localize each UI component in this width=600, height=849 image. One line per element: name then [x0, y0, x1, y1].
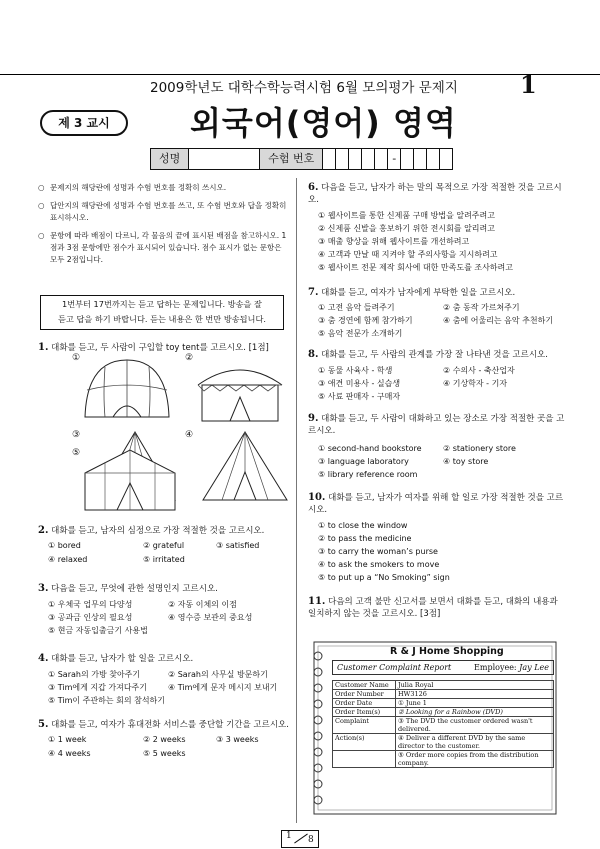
- option[interactable]: ① to close the window: [318, 521, 408, 530]
- instruction-item: ○ 답안지의 해당란에 성명과 수험 번호를 쓰고, 또 수험 번호와 답을 정확히 표시하시오.: [38, 201, 287, 222]
- options-q6: [318, 210, 563, 276]
- option[interactable]: ③ 3 weeks: [216, 735, 259, 744]
- exam-number-dash: -: [388, 149, 401, 169]
- question-4: 4. 대화를 듣고, 남자가 할 일을 고르시오.: [38, 653, 194, 664]
- option[interactable]: ⑤ 사료 판매자 - 구매자: [318, 392, 401, 401]
- option[interactable]: ⑤ 현금 자동입출금기 사용법: [48, 626, 148, 635]
- option[interactable]: ④ 기상학자 - 기자: [443, 379, 508, 388]
- question-6: 6. 다음을 듣고, 남자가 하는 말의 목적으로 가장 적절한 것을 고르시오.: [308, 182, 562, 205]
- exam-number-label: 수험 번호: [260, 149, 323, 169]
- column-divider: [296, 178, 297, 823]
- option[interactable]: ③ language laboratory: [318, 457, 409, 466]
- question-9: 9. 대화를 듣고, 두 사람이 대화하고 있는 장소로 가장 적절한 곳을 고르시오.: [308, 413, 565, 436]
- report-title-bar: Customer Complaint Report Employee: Jay Lee: [332, 660, 554, 675]
- option[interactable]: ① second-hand bookstore: [318, 444, 422, 453]
- option[interactable]: ③ satisfied: [216, 541, 260, 550]
- cabin-tent-icon: [75, 448, 185, 518]
- options-q8: [318, 365, 563, 405]
- complaint-report: [310, 638, 560, 818]
- instruction-item: ○ 문항에 따라 배점이 다르니, 각 물음의 끝에 표시된 배점을 참고하시오. 1점과 3점 문항에만 점수가 표시되어 있습니다. 점수 표시가 없는 문항은 모두 2점입니다.: [38, 231, 287, 264]
- page-indicator: 1 8: [281, 830, 319, 848]
- option-label[interactable]: ①: [72, 353, 81, 363]
- option[interactable]: ② Sarah의 사무실 방문하기: [168, 670, 268, 679]
- table-row: Order Date ① June 1: [333, 699, 554, 708]
- exam-number-cell[interactable]: [375, 149, 388, 169]
- options-q4: [48, 669, 293, 711]
- option[interactable]: ② 자동 이체의 이점: [168, 600, 237, 609]
- option[interactable]: ② 신제품 신발을 홍보하기 위한 전시회를 알리려고: [318, 224, 495, 233]
- option[interactable]: ④ relaxed: [48, 555, 88, 564]
- name-label: 성명: [151, 149, 189, 169]
- listening-notice: 1번부터 17번까지는 듣고 답하는 문제입니다. 방송을 잘 듣고 답을 하기 바랍니다. 듣는 내용은 한 번만 방송됩니다.: [40, 295, 284, 330]
- question-1: 1. 대화를 듣고, 두 사람이 구입할 toy tent를 고르시오. [1점]: [38, 342, 269, 353]
- exam-number-cell[interactable]: [401, 149, 414, 169]
- option[interactable]: ④ 영수증 보관의 중요성: [168, 613, 253, 622]
- options-q10: [318, 521, 563, 587]
- option[interactable]: ④ 4 weeks: [48, 749, 91, 758]
- option[interactable]: ⑤ irritated: [143, 555, 185, 564]
- option[interactable]: ⑤ Tim이 주관하는 회의 참석하기: [48, 696, 166, 705]
- exam-number-cell[interactable]: [349, 149, 362, 169]
- name-field[interactable]: [189, 149, 260, 169]
- option[interactable]: ③ Tim에게 지갑 가져다주기: [48, 683, 148, 692]
- option[interactable]: ⑤ 음악 전문가 소개하기: [318, 329, 403, 338]
- period-badge: 제 3 교시: [40, 110, 128, 136]
- fraction-slash: [294, 834, 308, 844]
- option[interactable]: ② to pass the medicine: [318, 534, 412, 543]
- instruction-item: ○ 문제지의 해당란에 성명과 수험 번호를 정확히 쓰시오.: [38, 183, 227, 192]
- option[interactable]: ③ 공과금 인상의 필요성: [48, 613, 133, 622]
- canopy-tent-icon: [190, 355, 290, 425]
- option[interactable]: ① 웹사이트를 통한 신제품 구매 방법을 알려주려고: [318, 211, 495, 220]
- options-q5: [48, 735, 293, 765]
- option[interactable]: ⑤ 5 weeks: [143, 749, 186, 758]
- question-7: 7. 대화를 듣고, 여자가 남자에게 부탁한 일을 고르시오.: [308, 287, 516, 298]
- table-row: Order Item(s) ② Looking for a Rainbow (DVD): [333, 708, 554, 717]
- option-label[interactable]: ④: [185, 430, 194, 440]
- table-row: Order Number HW3126: [333, 690, 554, 699]
- option[interactable]: ② grateful: [143, 541, 185, 550]
- report-company: R & J Home Shopping: [390, 646, 504, 657]
- question-5: 5. 대화를 듣고, 여자가 휴대전화 서비스를 중단할 기간을 고르시오.: [38, 719, 289, 730]
- id-box: [150, 148, 453, 170]
- option[interactable]: ① 고전 음악 들려주기: [318, 303, 395, 312]
- option[interactable]: ⑤ 웹사이트 전문 제작 회사에 대한 만족도를 조사하려고: [318, 263, 513, 272]
- option[interactable]: ④ 고객과 만날 때 지켜야 할 주의사항을 지시하려고: [318, 250, 498, 259]
- option[interactable]: ① 동물 사육사 - 학생: [318, 366, 393, 375]
- option[interactable]: ① 우체국 업무의 다양성: [48, 600, 133, 609]
- exam-title: 2009학년도 대학수학능력시험 6월 모의평가 문제지: [150, 80, 458, 96]
- option[interactable]: ④ to ask the smokers to move: [318, 560, 440, 569]
- report-table: [332, 680, 554, 768]
- option-label[interactable]: ②: [185, 353, 194, 363]
- instructions: [38, 182, 288, 272]
- option[interactable]: ③ to carry the woman’s purse: [318, 547, 438, 556]
- table-row: Complaint ③ The DVD the customer ordered wasn't delivered.: [333, 717, 554, 734]
- page-number: 1: [520, 70, 537, 99]
- option[interactable]: ① 1 week: [48, 735, 87, 744]
- table-row: ⑤ Order more copies from the distribution company.: [333, 751, 554, 768]
- option[interactable]: ② 춤 동작 가르쳐주기: [443, 303, 520, 312]
- pyramid-tent-icon: [200, 430, 290, 505]
- exam-number-cell[interactable]: [362, 149, 375, 169]
- subject-title: 외국어(영어) 영역: [190, 104, 457, 142]
- table-row: Action(s) ④ Deliver a different DVD by the same director to the customer.: [333, 734, 554, 751]
- option[interactable]: ⑤ to put up a “No Smoking” sign: [318, 573, 450, 582]
- option[interactable]: ③ 매출 향상을 위해 웹사이트를 개선하려고: [318, 237, 470, 246]
- options-q2: [48, 541, 293, 571]
- exam-number-cell[interactable]: [427, 149, 440, 169]
- option[interactable]: ④ Tim에게 문자 메시지 보내기: [168, 683, 278, 692]
- question-3: 3. 다음을 듣고, 무엇에 관한 설명인지 고르시오.: [38, 583, 218, 594]
- option[interactable]: ② 2 weeks: [143, 735, 186, 744]
- header-rule: [0, 74, 600, 75]
- option[interactable]: ① Sarah의 가방 찾아주기: [48, 670, 141, 679]
- exam-number-cell[interactable]: [414, 149, 427, 169]
- option[interactable]: ④ toy store: [443, 457, 489, 466]
- option[interactable]: ③ 애견 미용사 - 실습생: [318, 379, 401, 388]
- option-label[interactable]: ③: [72, 430, 81, 440]
- options-q9: [318, 444, 563, 484]
- option[interactable]: ⑤ library reference room: [318, 470, 418, 479]
- table-row: Customer Name Julia Royal: [333, 681, 554, 690]
- option[interactable]: ② stationery store: [443, 444, 516, 453]
- option[interactable]: ④ 춤에 어울리는 음악 추천하기: [443, 316, 554, 325]
- options-q3: [48, 599, 293, 641]
- option[interactable]: ③ 춤 경연에 함께 참가하기: [318, 316, 413, 325]
- question-2: 2. 대화를 듣고, 남자의 심정으로 가장 적절한 것을 고르시오.: [38, 525, 265, 536]
- question-11: 11. 다음의 고객 불만 신고서를 보면서 대화를 듣고, 대화의 내용과 일치하지 않는 것을 고르시오. [3점]: [308, 596, 558, 619]
- exam-number-cell[interactable]: [336, 149, 349, 169]
- exam-number-cell[interactable]: [440, 149, 452, 169]
- exam-number-cell[interactable]: [323, 149, 336, 169]
- dome-tent-icon: [75, 355, 175, 425]
- option-label[interactable]: ⑤: [72, 448, 81, 458]
- question-8: 8. 대화를 듣고, 두 사람의 관계를 가장 잘 나타낸 것을 고르시오.: [308, 349, 548, 360]
- option[interactable]: ② 수의사 - 축산업자: [443, 366, 515, 375]
- options-q7: [318, 302, 563, 342]
- option[interactable]: ① bored: [48, 541, 81, 550]
- question-10: 10. 대화를 듣고, 남자가 여자를 위해 할 일로 가장 적절한 것을 고르시오.: [308, 492, 564, 515]
